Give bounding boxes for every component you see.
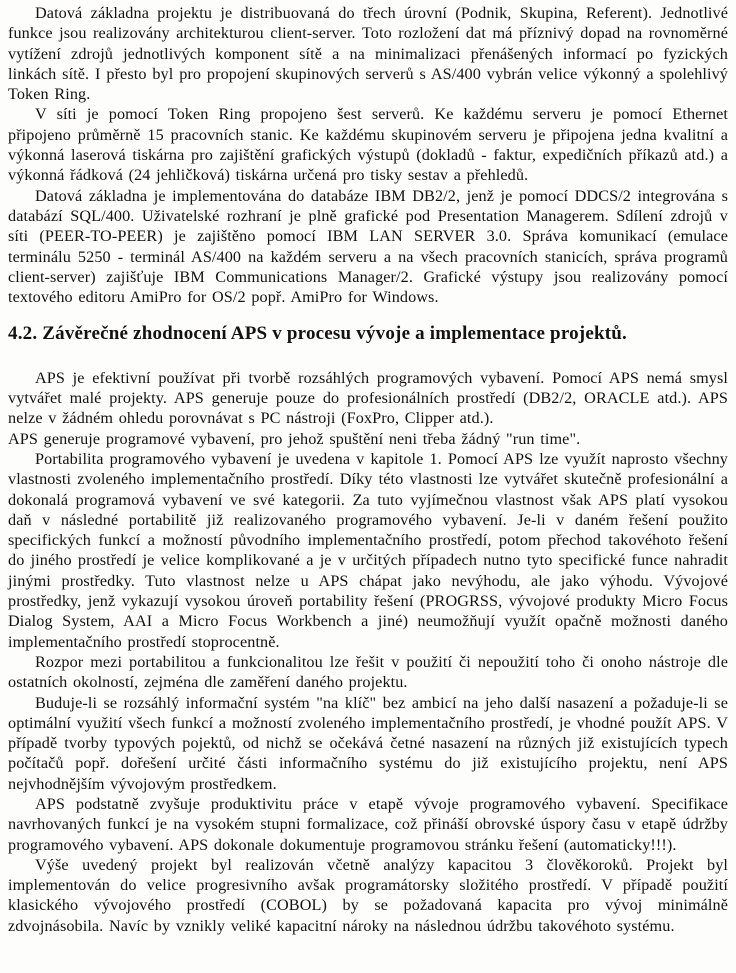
paragraph-project-capacity: Výše uvedený projekt byl realizován včetně analýzy kapacitou 3 člověkoroků. Projekt byl implementován do velice progresivního avšak programátorsky složitého prostředí. V případě použití klasického vývojového prostředí (COBOL) by se požadovaná kapacita pro vývoj minimálně zdvojnásobila. Navíc by vznikly veliké kapacitní nároky na následnou údržbu takovéhoto systému.	[8, 855, 728, 935]
paragraph-database-implementation: Datová základna je implementována do databáze IBM DB2/2, jenž je pomocí DDCS/2 integrována s databází SQL/400. Uživatelské rozhraní je plně grafické pod Presentation Managerem. Sdílení zdrojů v síti (PEER-TO-PEER) je zajištěno pomocí IBM LAN SERVER 3.0. Správa komunikací (emulace terminálu 5250 - terminál AS/400 na každém serveru a na všech pracovních stanicích, správa programů client-server) zajišťuje IBM Communications Manager/2. Grafické výstupy jsou realizovány pomocí textového editoru AmiPro for OS/2 popř. AmiPro for Windows.	[8, 186, 728, 307]
paragraph-aps-effectiveness: APS je efektivní používat při tvorbě rozsáhlých programových vybavení. Pomocí APS nemá smysl vytvářet malé projekty. APS generuje pouze do profesionálních prostředí (DB2/2, ORACLE atd.). APS nelze v žádném ohledu porovnávat s PC nástroji (FoxPro, Clipper atd.).	[8, 368, 728, 428]
section-heading: 4.2. Závěrečné zhodnocení APS v procesu vývoje a implementace projektů.	[8, 323, 627, 345]
paragraph-turnkey-systems: Buduje-li se rozsáhlý informační systém "na klíč" bez ambicí na jeho další nasazení a požaduje-li se optimální využití všech funkcí a možností zvoleného implementačního prostředí, je vhodné použít APS. V případě tvorby typových pojektů, od nichž se očekává četné nasazení na různých již existujících typech počítačů popř. dořešení určité části informačního systému do již existujícího projektu, není APS nejvhodnějším vývojovým prostředkem.	[8, 693, 728, 793]
paragraph-data-base-distribution: Datová základna projektu je distribuovaná do třech úrovní (Podnik, Skupina, Referent). Jednotlivé funkce jsou realizovány architekturou client-server. Toto rozložení dat má příznivý dopad na rovnoměrné vytížení zdrojů jednotlivých komponent sítě a na minimalizaci přenášených informací po fyzických linkách sítě. I přesto byl pro propojení skupinových serverů s AS/400 vybrán velice výkonný a spolehlivý Token Ring.	[8, 4, 728, 104]
paragraph-token-ring-network: V síti je pomocí Token Ring propojeno šest serverů. Ke každému serveru je pomocí Ethernet připojeno průměrně 15 pracovních stanic. Ke každému skupinovém serveru je připojena jedna kvalitní a výkonná laserová tiskárna pro zajištění grafických výstupů (dokladů - faktur, expedičních příkazů atd.) a výkonná řádková (24 jehličková) tiskárna určená pro tisky sestav a přehledů.	[8, 105, 728, 185]
paragraph-productivity: APS podstatně zvyšuje produktivitu práce v etapě vývoje programového vybavení. Specifikace navrhovaných funkcí je na vysokém stupni formalizace, což přináší obrovské úspory času v etapě údržby programového vybavení. APS dokonale dokumentuje programovou stránku řešení (automaticky!!!).	[8, 794, 728, 854]
paragraph-portability-vs-functionality: Rozpor mezi portabilitou a funkcionalitou lze řešit v použití či nepoužití toho či onoho nástroje dle ostatních okolností, zejména dle zaměření daného projektu.	[8, 652, 728, 692]
paragraph-aps-runtime: APS generuje programové vybavení, pro jehož spuštění neni třeba žádný "run time".	[8, 429, 581, 448]
paragraph-portability: Portabilita programového vybavení je uvedena v kapitole 1. Pomocí APS lze využít naprosto všechny vlastnosti zvoleného implementačního prostředí. Díky této vlastnosti lze vytvářet skutečně profesionální a dokonalá programová vybavení ve své kategorii. Za tuto vyjímečnou vlastnost však APS platí vysokou daň v následné portabilitě již realizovaného programového vybavení. Je-li v daném řešení použito specifických funkcí a možností původního implementačního prostředí, potom přechod takovéhoto řešení do jiného prostředí je velice komplikované a je v určitých případech nutno tyto specifické funce nahradit jinými prostředky. Tuto vlastnost nelze u APS chápat jako nevýhodu, ale jako výhodu. Vývojové prostředky, jenž vykazují vysokou úroveň portability řešení (PROGRSS, vývojové produkty Micro Focus Dialog System, AAI a Micro Focus Workbench a jiné) neumožňují využít opačně možnosti daného implementačního prostředí stoprocentně.	[8, 449, 728, 651]
